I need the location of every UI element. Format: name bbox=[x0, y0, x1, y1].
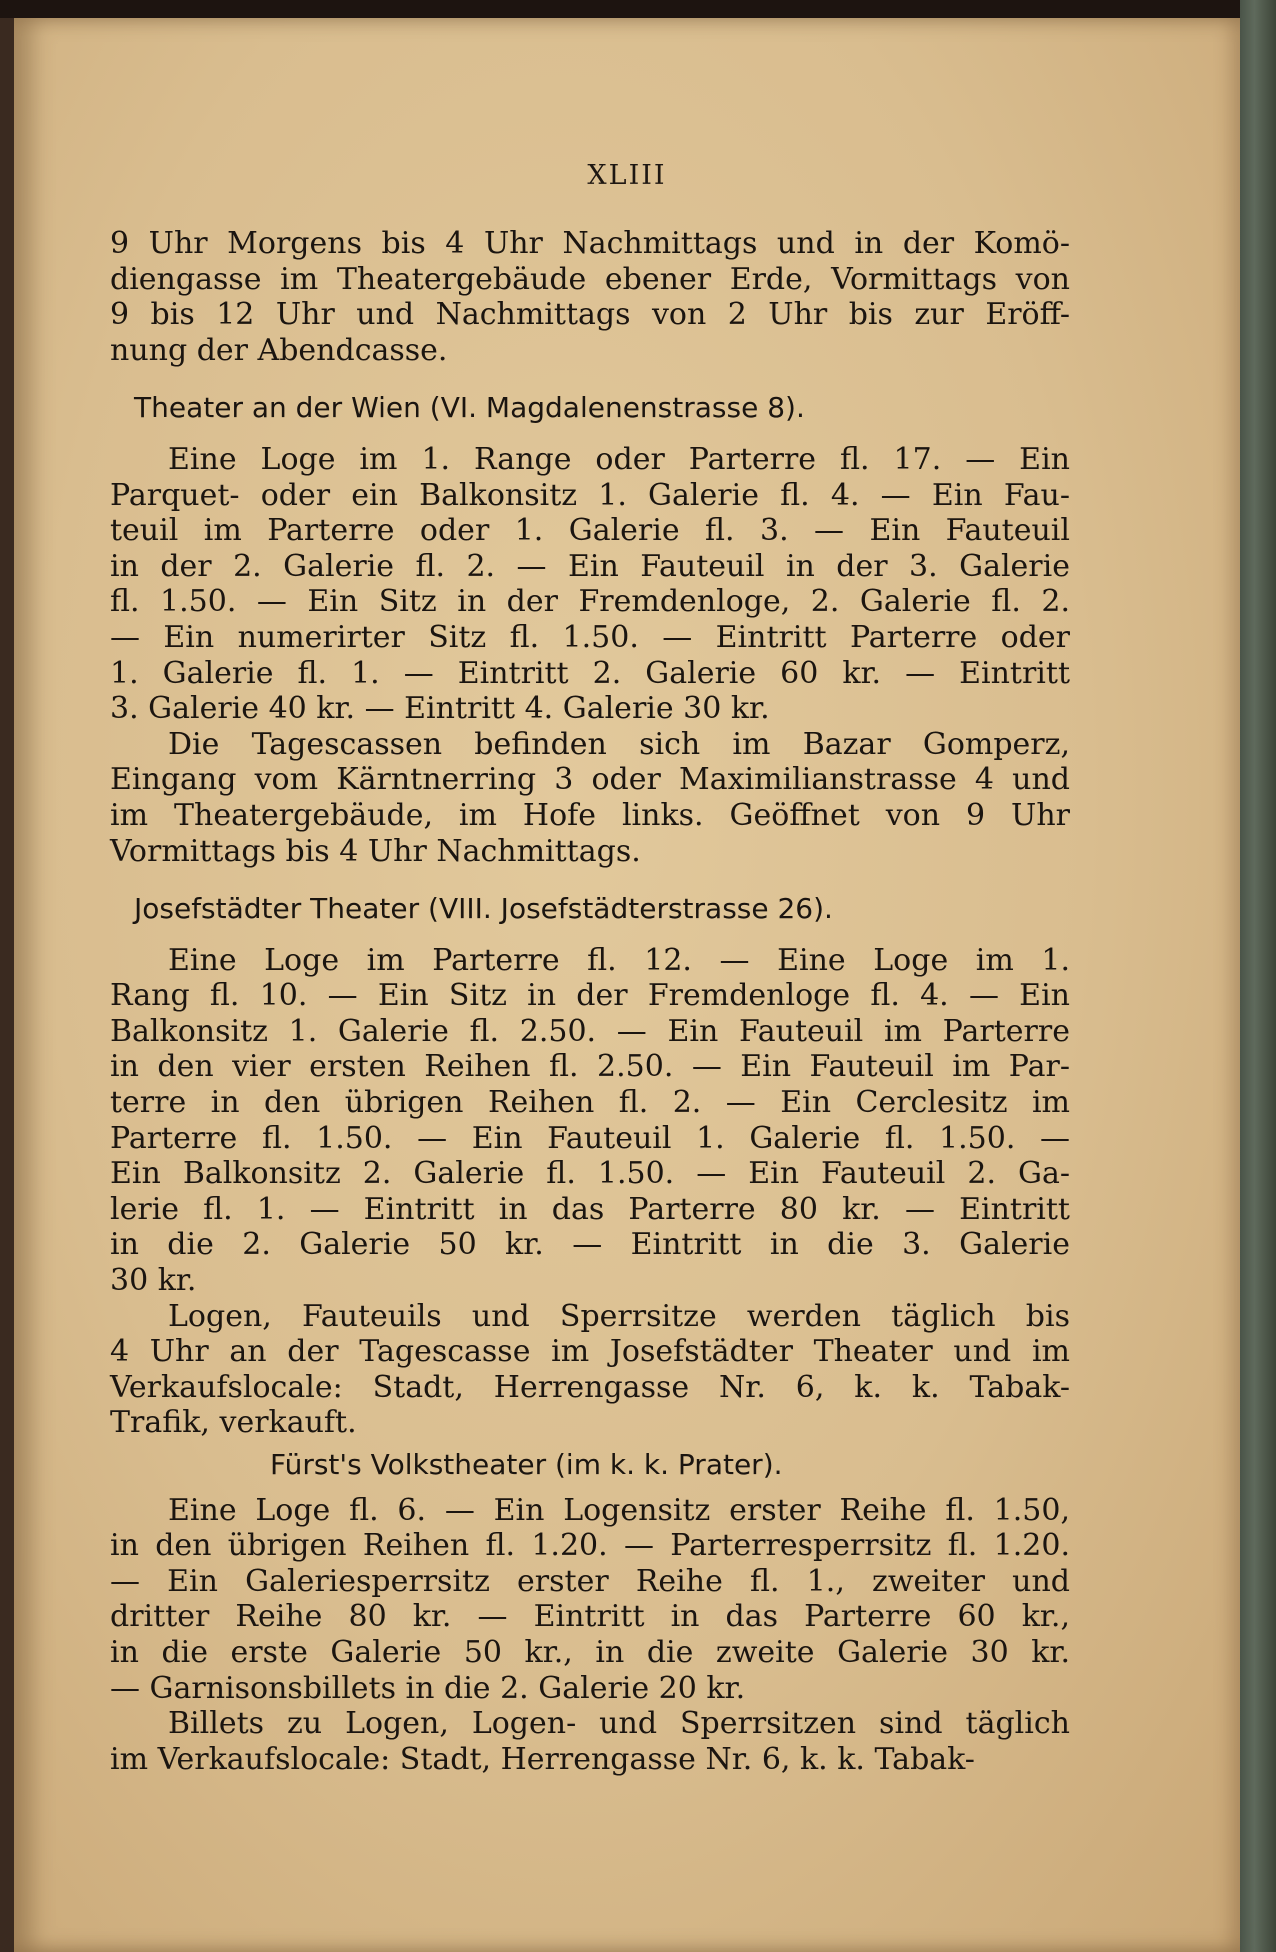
book-edge-top bbox=[0, 0, 1276, 18]
text-line: Vormittags bis 4 Uhr Nachmittags. bbox=[110, 833, 641, 869]
section-heading: Josefstädter Theater (VIII. Josefstädterstrasse 26). bbox=[134, 892, 833, 926]
text-line: Logen, Fauteuils und Sperrsitze werden täglich bis bbox=[168, 1298, 1070, 1334]
text-line: Eine Loge im 1. Range oder Parterre fl. 17. — Ein bbox=[168, 441, 1070, 477]
text-line: Eine Loge fl. 6. — Ein Logensitz erster Reihe fl. 1.50, bbox=[168, 1492, 1070, 1528]
text-line: 4 Uhr an der Tagescasse im Josefstädter Theater und im bbox=[110, 1334, 1070, 1370]
text-line: 9 bis 12 Uhr und Nachmittags von 2 Uhr bis zur Eröff- bbox=[110, 297, 1070, 333]
text-line: in der 2. Galerie fl. 2. — Ein Fauteuil in der 3. Galerie bbox=[110, 548, 1070, 584]
text-line: Parquet- oder ein Balkonsitz 1. Galerie fl. 4. — Ein Fau- bbox=[110, 477, 1070, 513]
page-text bbox=[110, 226, 1070, 1777]
text-line: — Garnisonsbillets in die 2. Galerie 20 kr. bbox=[110, 1670, 746, 1706]
text-line: Verkaufslocale: Stadt, Herrengasse Nr. 6, k. k. Tabak- bbox=[110, 1369, 1070, 1405]
section-heading: Fürst's Volkstheater (im k. k. Prater). bbox=[270, 1448, 783, 1481]
text-line: dritter Reihe 80 kr. — Eintritt in das Parterre 60 kr., bbox=[110, 1599, 1070, 1635]
text-line: in die erste Galerie 50 kr., in die zweite Galerie 30 kr. bbox=[110, 1634, 1070, 1670]
paragraph bbox=[110, 727, 1070, 869]
text-line: Eingang vom Kärntnerring 3 oder Maximilianstrasse 4 und bbox=[110, 762, 1070, 798]
text-line: Parterre fl. 1.50. — Ein Fauteuil 1. Galerie fl. 1.50. — bbox=[110, 1120, 1070, 1156]
text-line: 1. Galerie fl. 1. — Eintritt 2. Galerie 60 kr. — Eintritt bbox=[110, 655, 1070, 691]
paragraph bbox=[110, 943, 1070, 1299]
text-line: Eine Loge im Parterre fl. 12. — Eine Loge im 1. bbox=[168, 942, 1070, 978]
paragraph bbox=[110, 226, 1070, 368]
book-cover-edge bbox=[1240, 0, 1276, 1952]
text-line: lerie fl. 1. — Eintritt in das Parterre 80 kr. — Eintritt bbox=[110, 1191, 1070, 1227]
section-heading: Theater an der Wien (VI. Magdalenenstrasse 8). bbox=[134, 391, 805, 425]
text-line: terre in den übrigen Reihen fl. 2. — Ein Cerclesitz im bbox=[110, 1085, 1070, 1121]
text-line: im Verkaufslocale: Stadt, Herrengasse Nr. 6, k. k. Tabak- bbox=[110, 1741, 975, 1777]
text-line: fl. 1.50. — Ein Sitz in der Fremdenloge, 2. Galerie fl. 2. bbox=[110, 584, 1070, 620]
text-line: 30 kr. bbox=[110, 1263, 197, 1299]
text-line: teuil im Parterre oder 1. Galerie fl. 3. — Ein Fauteuil bbox=[110, 513, 1070, 549]
text-line: Balkonsitz 1. Galerie fl. 2.50. — Ein Fauteuil im Parterre bbox=[110, 1013, 1070, 1049]
paragraph bbox=[110, 1706, 1070, 1777]
text-line: im Theatergebäude, im Hofe links. Geöffnet von 9 Uhr bbox=[110, 797, 1070, 833]
text-line: 9 Uhr Morgens bis 4 Uhr Nachmittags und in der Komö- bbox=[110, 226, 1070, 261]
text-line: diengasse im Theatergebäude ebener Erde, Vormittags von bbox=[110, 261, 1070, 297]
page-number: XLIII bbox=[587, 160, 667, 191]
book-page bbox=[14, 18, 1240, 1952]
paragraph bbox=[110, 442, 1070, 727]
text-line: — Ein numerirter Sitz fl. 1.50. — Eintritt Parterre oder bbox=[110, 619, 1070, 655]
paragraph bbox=[110, 1299, 1070, 1441]
text-line: Trafik, verkauft. bbox=[110, 1405, 357, 1441]
text-line: Billets zu Logen, Logen- und Sperrsitzen sind täglich bbox=[168, 1706, 1070, 1742]
text-line: 3. Galerie 40 kr. — Eintritt 4. Galerie 30 kr. bbox=[110, 691, 770, 727]
text-line: nung der Abendcasse. bbox=[110, 332, 448, 368]
text-line: in den vier ersten Reihen fl. 2.50. — Ein Fauteuil im Par- bbox=[110, 1049, 1070, 1085]
text-line: — Ein Galeriesperrsitz erster Reihe fl. 1., zweiter und bbox=[110, 1563, 1070, 1599]
text-line: Die Tagescassen befinden sich im Bazar Gomperz, bbox=[168, 726, 1070, 762]
paragraph bbox=[110, 1493, 1070, 1707]
text-line: Ein Balkonsitz 2. Galerie fl. 1.50. — Ein Fauteuil 2. Ga- bbox=[110, 1156, 1070, 1192]
text-line: in den übrigen Reihen fl. 1.20. — Parterresperrsitz fl. 1.20. bbox=[110, 1528, 1070, 1564]
text-line: in die 2. Galerie 50 kr. — Eintritt in die 3. Galerie bbox=[110, 1227, 1070, 1263]
text-line: Rang fl. 10. — Ein Sitz in der Fremdenloge fl. 4. — Ein bbox=[110, 978, 1070, 1014]
